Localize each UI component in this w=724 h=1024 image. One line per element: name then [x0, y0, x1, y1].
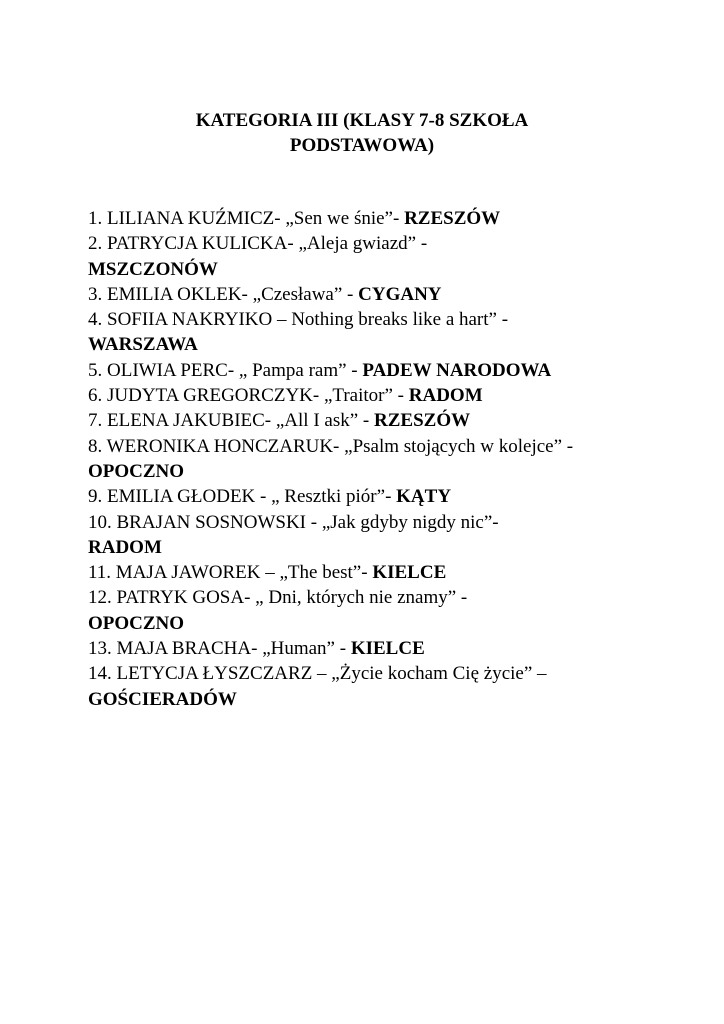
entry-text: 7. ELENA JAKUBIEC- „All I ask” - — [88, 410, 375, 432]
entry-city: KIELCE — [350, 638, 425, 660]
entry-city: RZESZÓW — [374, 410, 471, 432]
list-item — [88, 510, 648, 561]
entry-city: RADOM — [88, 536, 162, 558]
participant-list — [88, 206, 648, 712]
entry-city: RADOM — [408, 385, 483, 407]
list-item — [88, 434, 648, 485]
list-item — [88, 206, 648, 231]
entry-text: 1. LILIANA KUŹMICZ- „Sen we śnie”- — [88, 208, 405, 229]
list-item — [88, 560, 648, 585]
list-item — [88, 383, 648, 408]
entry-text: 8. WERONIKA HONCZARUK- „Psalm stojących w kolejce” - — [88, 435, 574, 457]
entry-text: 12. PATRYK GOSA- „ Dni, których nie znamy” - — [88, 587, 468, 609]
list-item — [88, 282, 648, 307]
entry-city: MSZCZONÓW — [88, 258, 218, 280]
entry-text: 5. OLIWIA PERC- „ Pampa ram” - — [88, 359, 363, 381]
entry-text: 13. MAJA BRACHA- „Human” - — [88, 638, 351, 660]
list-item — [88, 484, 648, 509]
title-line-2: PODSTAWOWA) — [289, 135, 435, 156]
list-item — [88, 358, 648, 383]
title-line-1: KATEGORIA III (KLASY 7-8 SZKOŁA — [195, 110, 529, 131]
entry-city: GOŚCIERADÓW — [88, 688, 237, 710]
entry-city: WARSZAWA — [88, 334, 198, 356]
entry-text: 2. PATRYCJA KULICKA- „Aleja gwiazd” - — [88, 233, 428, 255]
entry-text: 3. EMILIA OKLEK- „Czesława” - — [88, 283, 359, 305]
entry-city: CYGANY — [358, 283, 442, 305]
category-title — [150, 108, 574, 158]
list-item — [88, 661, 648, 712]
entry-city: RZESZÓW — [404, 208, 501, 229]
list-item — [88, 231, 648, 282]
entry-text: 11. MAJA JAWOREK – „The best”- — [88, 562, 373, 584]
list-item — [88, 307, 648, 358]
entry-city: OPOCZNO — [88, 460, 185, 482]
list-item — [88, 636, 648, 661]
entry-text: 9. EMILIA GŁODEK - „ Resztki piór”- — [88, 486, 397, 508]
entry-city: KĄTY — [396, 486, 452, 508]
list-item — [88, 408, 648, 433]
entry-text: 6. JUDYTA GREGORCZYK- „Traitor” - — [88, 385, 409, 407]
entry-city: PADEW NARODOWA — [362, 359, 552, 381]
entry-text: 4. SOFIIA NAKRYIKO – Nothing breaks like a hart” - — [88, 309, 509, 331]
list-item — [88, 585, 648, 636]
entry-city: KIELCE — [372, 562, 447, 584]
entry-text: 14. LETYCJA ŁYSZCZARZ – „Życie kocham Cię życie” – — [88, 663, 547, 685]
entry-text: 10. BRAJAN SOSNOWSKI - „Jak gdyby nigdy nic”- — [88, 511, 499, 533]
entry-city: OPOCZNO — [88, 612, 185, 634]
